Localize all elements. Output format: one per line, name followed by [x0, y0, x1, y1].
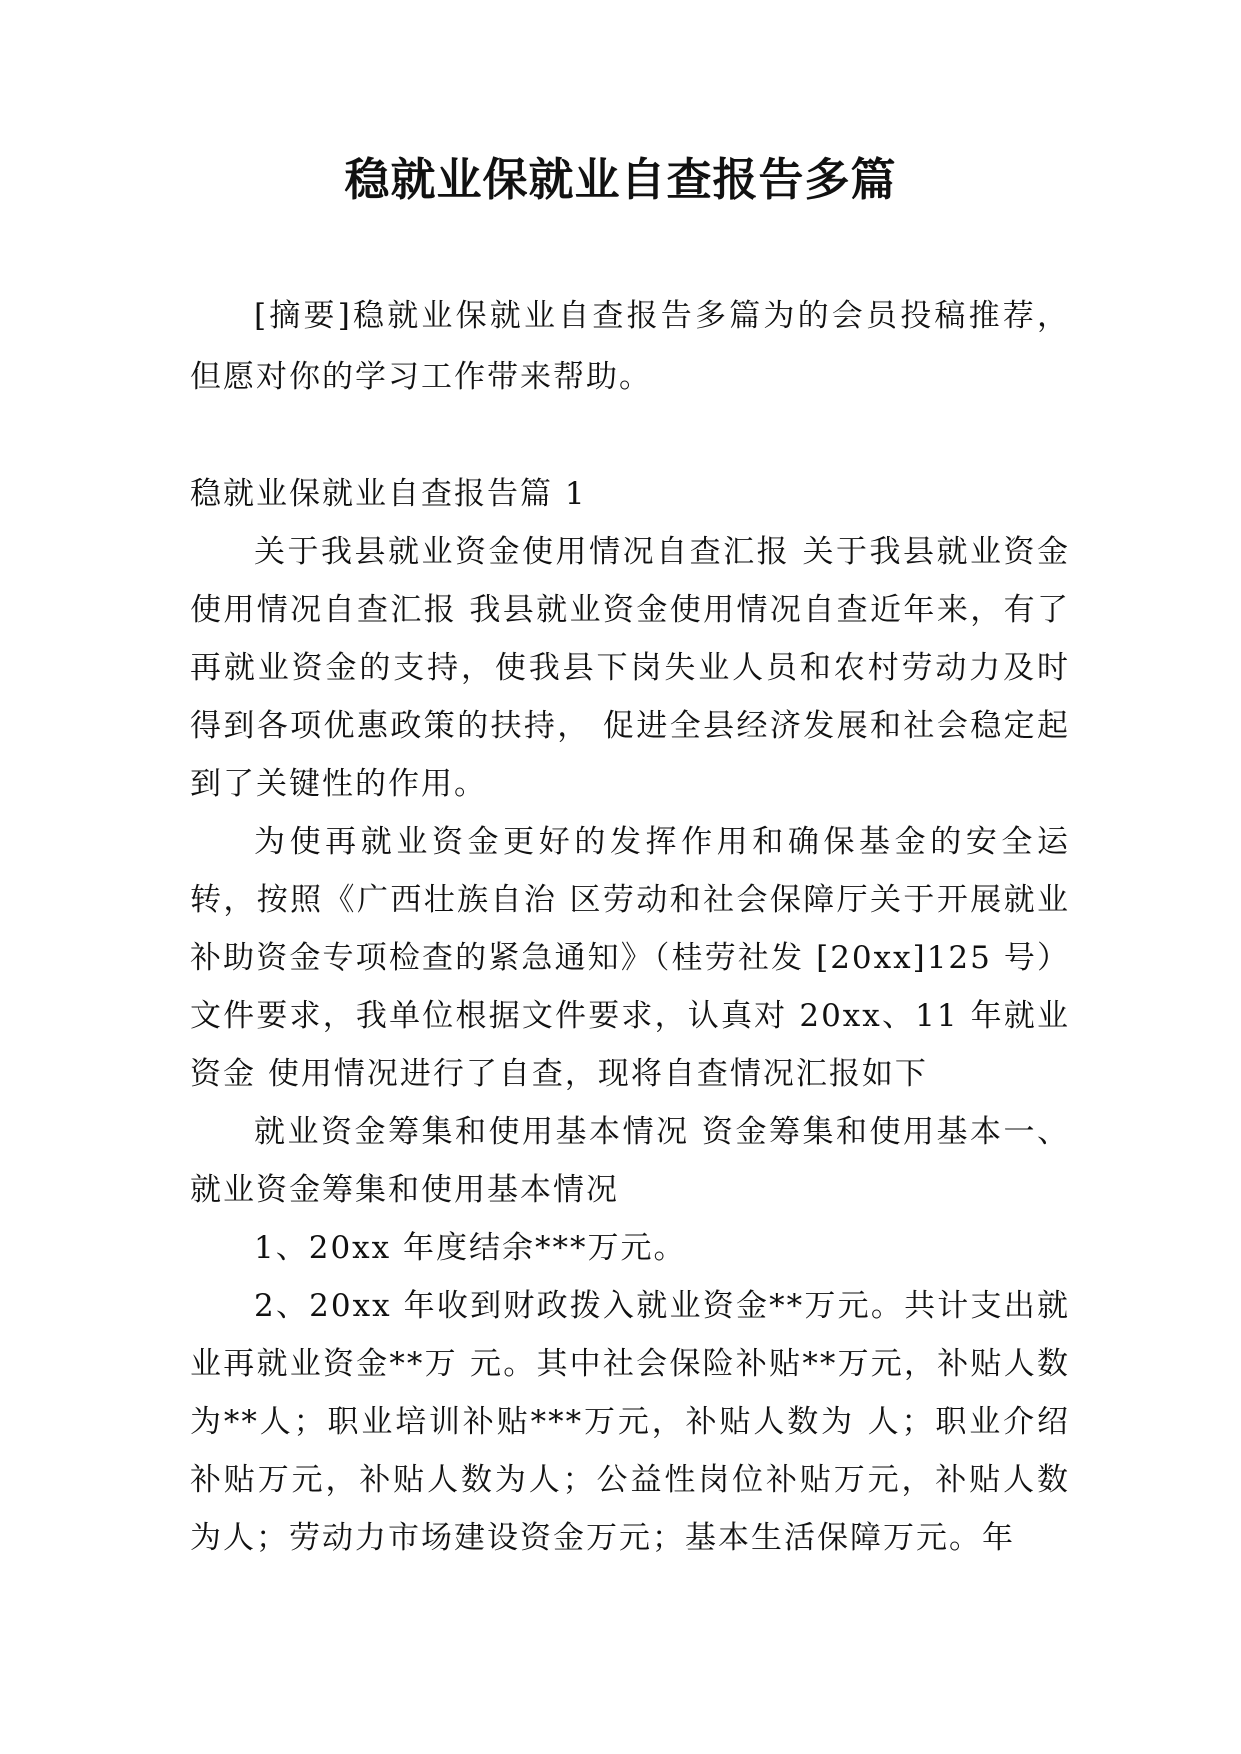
section-body	[190, 465, 1070, 1567]
body-paragraph-5: 2、20xx 年收到财政拨入就业资金**万元。共计支出就业再就业资金**万 元。其中社会保险补贴**万元，补贴人数为**人；职业培训补贴***万元，补贴人数为 人；职业介绍补贴万元，补贴人数为人；公益性岗位补贴万元，补贴人数为人；劳动力市场建设资金万元；基本生活保障万元。年	[190, 1288, 1070, 1556]
body-paragraph-4: 1、20xx 年度结余***万元。	[254, 1230, 687, 1266]
body-paragraph-1: 关于我县就业资金使用情况自查汇报 关于我县就业资金使用情况自查汇报 我县就业资金使用情况自查近年来，有了再就业资金的支持，使我县下岗失业人员和农村劳动力及时 得到各项优惠政策的扶持， 促进全县经济发展和社会稳定起到了关键性的作用。	[190, 534, 1070, 802]
abstract-block	[190, 286, 1070, 408]
document-title: 稳就业保就业自查报告多篇	[344, 153, 897, 206]
abstract-paragraph: [摘要]稳就业保就业自查报告多篇为的会员投稿推荐，但愿对你的学习工作带来帮助。	[190, 298, 1070, 395]
body-paragraph-2: 为使再就业资金更好的发挥作用和确保基金的安全运转，按照《广西壮族自治 区劳动和社会保障厅关于开展就业补助资金专项检查的紧急通知》（桂劳社发 [20xx]125 号）文件要求，我单位根据文件要求，认真对 20xx、11 年就业资金 使用情况进行了自查，现将自查情况汇报如下	[190, 824, 1070, 1092]
section-heading: 稳就业保就业自查报告篇 1	[190, 476, 587, 512]
body-paragraph-3: 就业资金筹集和使用基本情况 资金筹集和使用基本一、就业资金筹集和使用基本情况	[190, 1114, 1070, 1208]
